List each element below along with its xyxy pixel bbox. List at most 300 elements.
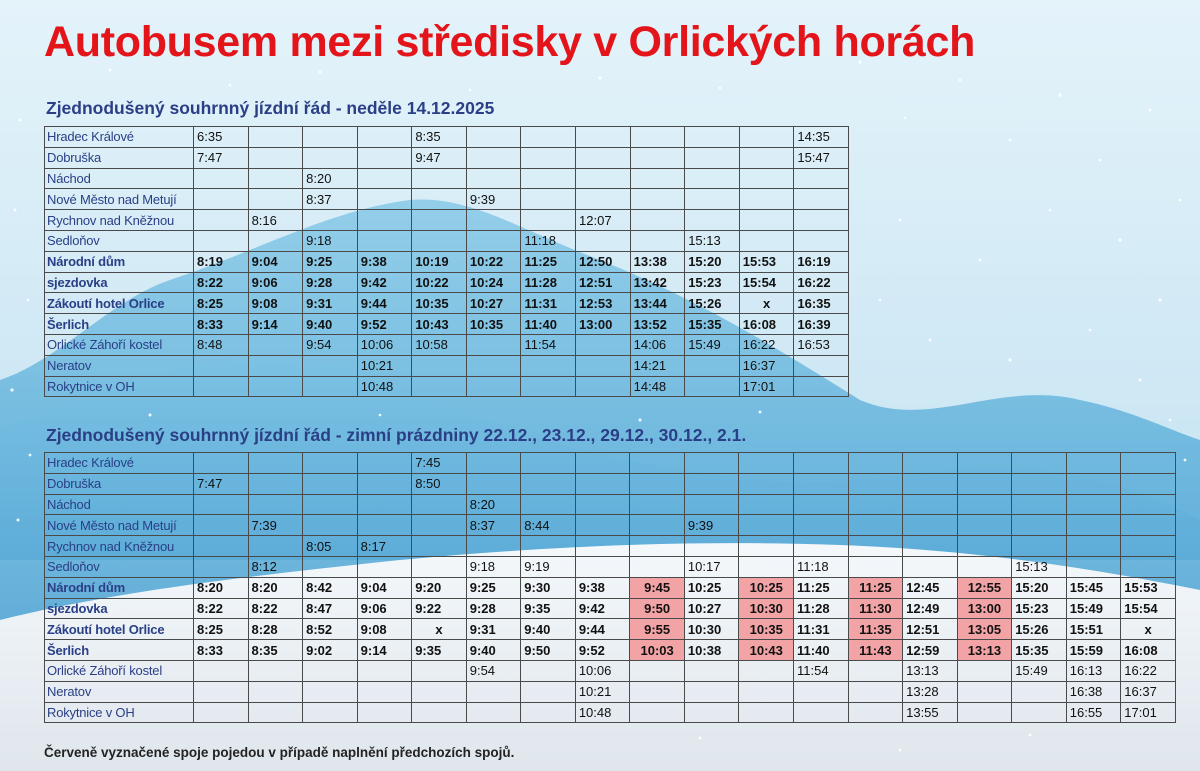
departure-time-cell: [357, 127, 412, 148]
timetable-row: [45, 314, 849, 335]
departure-time-cell: 11:25: [521, 251, 576, 272]
departure-time-cell: 10:21: [357, 355, 412, 376]
departure-time-cell: [248, 127, 303, 148]
departure-time-cell: [466, 230, 521, 251]
departure-time-cell: 8:25: [194, 619, 249, 640]
departure-time-cell: 8:42: [303, 577, 358, 598]
departure-time-cell: 10:21: [575, 681, 630, 702]
departure-time-cell: [357, 189, 412, 210]
departure-time-cell: [1012, 536, 1067, 557]
departure-time-cell: [903, 536, 958, 557]
timetable-row: [45, 147, 849, 168]
departure-time-cell: 16:37: [739, 355, 794, 376]
departure-time-cell: [957, 494, 1012, 515]
departure-time-cell: [739, 473, 794, 494]
stop-name: Sedloňov: [45, 230, 194, 251]
departure-time-cell: [739, 681, 794, 702]
departure-time-cell: [466, 453, 521, 474]
departure-time-cell: [248, 334, 303, 355]
departure-time-cell: [521, 127, 576, 148]
departure-time-cell: 10:30: [684, 619, 739, 640]
departure-time-cell: 9:08: [248, 293, 303, 314]
departure-time-cell: 15:35: [685, 314, 740, 335]
departure-time-cell: [739, 660, 794, 681]
departure-time-cell: 10:30: [739, 598, 794, 619]
departure-time-cell: 15:20: [1012, 577, 1067, 598]
departure-time-cell: 8:20: [466, 494, 521, 515]
departure-time-cell: 15:35: [1012, 640, 1067, 661]
departure-time-cell: [739, 168, 794, 189]
stop-name: Náchod: [45, 494, 194, 515]
departure-time-cell: [1066, 494, 1121, 515]
departure-time-cell: [1121, 453, 1176, 474]
departure-time-cell: [794, 515, 849, 536]
departure-time-cell: 16:08: [1121, 640, 1176, 661]
departure-time-cell: [521, 189, 576, 210]
departure-time-cell: 9:50: [521, 640, 576, 661]
departure-time-cell: [794, 536, 849, 557]
departure-time-cell: 9:39: [684, 515, 739, 536]
departure-time-cell: 15:54: [1121, 598, 1176, 619]
timetable-row: [45, 577, 1176, 598]
departure-time-cell: [412, 660, 467, 681]
departure-time-cell: 8:19: [194, 251, 249, 272]
departure-time-cell: [1066, 556, 1121, 577]
departure-time-cell: [194, 230, 249, 251]
departure-time-cell: [848, 556, 903, 577]
departure-time-cell: [848, 660, 903, 681]
departure-time-cell: [739, 453, 794, 474]
departure-time-cell: 13:05: [957, 619, 1012, 640]
departure-time-cell: x: [1121, 619, 1176, 640]
departure-time-cell: 13:55: [903, 702, 958, 723]
stop-name: Rychnov nad Kněžnou: [45, 536, 194, 557]
departure-time-cell: [794, 376, 849, 397]
departure-time-cell: [466, 681, 521, 702]
departure-time-cell: [848, 494, 903, 515]
departure-time-cell: [739, 127, 794, 148]
departure-time-cell: 16:53: [794, 334, 849, 355]
departure-time-cell: 15:26: [685, 293, 740, 314]
stop-name: Rokytnice v OH: [45, 702, 194, 723]
departure-time-cell: 6:35: [194, 127, 249, 148]
departure-time-cell: 13:13: [903, 660, 958, 681]
departure-time-cell: [194, 536, 249, 557]
departure-time-cell: [466, 702, 521, 723]
departure-time-cell: 10:58: [412, 334, 467, 355]
departure-time-cell: 10:25: [684, 577, 739, 598]
departure-time-cell: 8:17: [357, 536, 412, 557]
departure-time-cell: 11:30: [848, 598, 903, 619]
departure-time-cell: 8:37: [466, 515, 521, 536]
stop-name: Hradec Králové: [45, 127, 194, 148]
departure-time-cell: [957, 515, 1012, 536]
departure-time-cell: 13:38: [630, 251, 685, 272]
departure-time-cell: [521, 681, 576, 702]
timetable-row: [45, 210, 849, 231]
departure-time-cell: 15:54: [739, 272, 794, 293]
departure-time-cell: 9:35: [521, 598, 576, 619]
stop-name: Zákoutí hotel Orlice: [45, 293, 194, 314]
departure-time-cell: [794, 168, 849, 189]
departure-time-cell: 11:40: [794, 640, 849, 661]
departure-time-cell: 8:35: [412, 127, 467, 148]
departure-time-cell: [412, 230, 467, 251]
departure-time-cell: [357, 147, 412, 168]
departure-time-cell: 11:31: [794, 619, 849, 640]
departure-time-cell: 12:49: [903, 598, 958, 619]
timetable-heading-sunday: Zjednodušený souhrnný jízdní řád - neděle 14.12.2025: [46, 98, 495, 118]
departure-time-cell: [848, 473, 903, 494]
departure-time-cell: [848, 702, 903, 723]
stop-name: Orlické Záhoří kostel: [45, 660, 194, 681]
departure-time-cell: [194, 702, 249, 723]
departure-time-cell: 13:28: [903, 681, 958, 702]
departure-time-cell: 11:18: [794, 556, 849, 577]
departure-time-cell: 9:19: [521, 556, 576, 577]
departure-time-cell: 7:47: [194, 147, 249, 168]
departure-time-cell: [194, 168, 249, 189]
stop-name: Neratov: [45, 681, 194, 702]
departure-time-cell: [739, 494, 794, 515]
departure-time-cell: [357, 473, 412, 494]
stop-name: Šerlich: [45, 640, 194, 661]
departure-time-cell: 15:53: [739, 251, 794, 272]
departure-time-cell: [248, 536, 303, 557]
departure-time-cell: 8:28: [248, 619, 303, 640]
departure-time-cell: 9:28: [466, 598, 521, 619]
departure-time-cell: [521, 453, 576, 474]
timetable-row: [45, 536, 1176, 557]
departure-time-cell: 8:33: [194, 314, 249, 335]
departure-time-cell: 14:35: [794, 127, 849, 148]
departure-time-cell: 15:53: [1121, 577, 1176, 598]
timetable-row: [45, 127, 849, 148]
departure-time-cell: [1121, 494, 1176, 515]
departure-time-cell: [630, 515, 685, 536]
departure-time-cell: 10:35: [412, 293, 467, 314]
timetable-row: [45, 251, 849, 272]
departure-time-cell: [739, 210, 794, 231]
departure-time-cell: [248, 168, 303, 189]
departure-time-cell: [303, 702, 358, 723]
departure-time-cell: [466, 210, 521, 231]
departure-time-cell: 7:39: [248, 515, 303, 536]
departure-time-cell: 9:31: [466, 619, 521, 640]
departure-time-cell: [466, 168, 521, 189]
departure-time-cell: 16:22: [1121, 660, 1176, 681]
departure-time-cell: [576, 189, 631, 210]
departure-time-cell: [957, 681, 1012, 702]
departure-time-cell: 12:45: [903, 577, 958, 598]
departure-time-cell: 8:48: [194, 334, 249, 355]
departure-time-cell: 11:25: [848, 577, 903, 598]
departure-time-cell: [794, 355, 849, 376]
departure-time-cell: 9:39: [466, 189, 521, 210]
departure-time-cell: [575, 515, 630, 536]
departure-time-cell: x: [412, 619, 467, 640]
departure-time-cell: 9:45: [630, 577, 685, 598]
departure-time-cell: 15:49: [1012, 660, 1067, 681]
departure-time-cell: [303, 127, 358, 148]
departure-time-cell: 16:55: [1066, 702, 1121, 723]
departure-time-cell: 10:24: [466, 272, 521, 293]
timetable-row: [45, 640, 1176, 661]
departure-time-cell: 16:39: [794, 314, 849, 335]
departure-time-cell: 13:00: [957, 598, 1012, 619]
departure-time-cell: [1012, 473, 1067, 494]
departure-time-cell: [466, 376, 521, 397]
stop-name: Hradec Králové: [45, 453, 194, 474]
departure-time-cell: [521, 494, 576, 515]
timetable-heading-winter-holidays: Zjednodušený souhrnný jízdní řád - zimní prázdniny 22.12., 23.12., 29.12., 30.12., 2.1.: [46, 425, 747, 445]
departure-time-cell: 15:49: [1066, 598, 1121, 619]
departure-time-cell: 9:35: [412, 640, 467, 661]
departure-time-cell: 11:25: [794, 577, 849, 598]
departure-time-cell: [194, 515, 249, 536]
departure-time-cell: 9:18: [303, 230, 358, 251]
departure-time-cell: 7:45: [412, 453, 467, 474]
departure-time-cell: 9:14: [357, 640, 412, 661]
stop-name: Šerlich: [45, 314, 194, 335]
departure-time-cell: [630, 230, 685, 251]
timetable-row: [45, 619, 1176, 640]
departure-time-cell: [466, 536, 521, 557]
departure-time-cell: [794, 230, 849, 251]
departure-time-cell: [248, 230, 303, 251]
departure-time-cell: [412, 702, 467, 723]
departure-time-cell: [630, 210, 685, 231]
departure-time-cell: 9:52: [357, 314, 412, 335]
departure-time-cell: [1121, 556, 1176, 577]
departure-time-cell: [303, 453, 358, 474]
departure-time-cell: [848, 536, 903, 557]
stop-name: Rychnov nad Kněžnou: [45, 210, 194, 231]
departure-time-cell: [1012, 681, 1067, 702]
departure-time-cell: 9:14: [248, 314, 303, 335]
departure-time-cell: 10:35: [739, 619, 794, 640]
departure-time-cell: [357, 453, 412, 474]
departure-time-cell: [576, 230, 631, 251]
departure-time-cell: [303, 355, 358, 376]
departure-time-cell: [303, 556, 358, 577]
timetable-row: [45, 189, 849, 210]
departure-time-cell: [521, 210, 576, 231]
departure-time-cell: 10:27: [466, 293, 521, 314]
departure-time-cell: 15:20: [685, 251, 740, 272]
departure-time-cell: [794, 702, 849, 723]
departure-time-cell: 13:52: [630, 314, 685, 335]
departure-time-cell: [903, 453, 958, 474]
departure-time-cell: [412, 556, 467, 577]
departure-time-cell: 16:38: [1066, 681, 1121, 702]
timetable-row: [45, 598, 1176, 619]
departure-time-cell: [521, 702, 576, 723]
departure-time-cell: [466, 355, 521, 376]
departure-time-cell: 9:25: [466, 577, 521, 598]
timetable-row: [45, 681, 1176, 702]
departure-time-cell: [466, 473, 521, 494]
departure-time-cell: [521, 536, 576, 557]
departure-time-cell: [412, 376, 467, 397]
departure-time-cell: [794, 189, 849, 210]
departure-time-cell: [794, 473, 849, 494]
departure-time-cell: [357, 681, 412, 702]
departure-time-cell: [466, 127, 521, 148]
departure-time-cell: [903, 556, 958, 577]
departure-time-cell: 11:35: [848, 619, 903, 640]
departure-time-cell: 11:54: [794, 660, 849, 681]
departure-time-cell: 12:53: [576, 293, 631, 314]
departure-time-cell: [1066, 473, 1121, 494]
departure-time-cell: [412, 536, 467, 557]
departure-time-cell: 8:25: [194, 293, 249, 314]
departure-time-cell: 10:22: [412, 272, 467, 293]
departure-time-cell: 10:43: [412, 314, 467, 335]
departure-time-cell: 10:48: [575, 702, 630, 723]
departure-time-cell: [903, 494, 958, 515]
departure-time-cell: 14:06: [630, 334, 685, 355]
departure-time-cell: 13:13: [957, 640, 1012, 661]
departure-time-cell: [466, 147, 521, 168]
departure-time-cell: [248, 660, 303, 681]
departure-time-cell: [412, 168, 467, 189]
departure-time-cell: [685, 147, 740, 168]
departure-time-cell: 12:50: [576, 251, 631, 272]
departure-time-cell: 9:40: [466, 640, 521, 661]
stop-name: sjezdovka: [45, 272, 194, 293]
departure-time-cell: 10:06: [575, 660, 630, 681]
departure-time-cell: [412, 494, 467, 515]
departure-time-cell: [412, 210, 467, 231]
stop-name: Neratov: [45, 355, 194, 376]
departure-time-cell: [794, 494, 849, 515]
departure-time-cell: [194, 210, 249, 231]
departure-time-cell: 12:59: [903, 640, 958, 661]
departure-time-cell: [412, 515, 467, 536]
departure-time-cell: [303, 473, 358, 494]
stop-name: Nové Město nad Metují: [45, 515, 194, 536]
departure-time-cell: [1012, 494, 1067, 515]
timetable-row: [45, 355, 849, 376]
departure-time-cell: 8:44: [521, 515, 576, 536]
footnote: Červeně vyznačené spoje pojedou v případě naplnění předchozích spojů.: [44, 745, 515, 760]
departure-time-cell: [684, 494, 739, 515]
departure-time-cell: 9:42: [357, 272, 412, 293]
departure-time-cell: [630, 536, 685, 557]
departure-time-cell: 8:50: [412, 473, 467, 494]
stop-name: sjezdovka: [45, 598, 194, 619]
departure-time-cell: [685, 127, 740, 148]
departure-time-cell: [357, 210, 412, 231]
departure-time-cell: [576, 334, 631, 355]
departure-time-cell: [521, 473, 576, 494]
departure-time-cell: [957, 453, 1012, 474]
departure-time-cell: 10:03: [630, 640, 685, 661]
departure-time-cell: 12:07: [576, 210, 631, 231]
stop-name: Zákoutí hotel Orlice: [45, 619, 194, 640]
departure-time-cell: 15:13: [685, 230, 740, 251]
timetable-row: [45, 702, 1176, 723]
departure-time-cell: 8:20: [303, 168, 358, 189]
departure-time-cell: 10:38: [684, 640, 739, 661]
departure-time-cell: [303, 210, 358, 231]
departure-time-cell: 13:00: [576, 314, 631, 335]
departure-time-cell: 10:43: [739, 640, 794, 661]
departure-time-cell: [903, 515, 958, 536]
departure-time-cell: [630, 189, 685, 210]
departure-time-cell: [303, 681, 358, 702]
departure-time-cell: [685, 376, 740, 397]
departure-time-cell: [957, 473, 1012, 494]
departure-time-cell: [521, 147, 576, 168]
departure-time-cell: [248, 189, 303, 210]
departure-time-cell: 12:51: [576, 272, 631, 293]
departure-time-cell: [630, 681, 685, 702]
departure-time-cell: 9:50: [630, 598, 685, 619]
departure-time-cell: 15:23: [685, 272, 740, 293]
departure-time-cell: 9:02: [303, 640, 358, 661]
departure-time-cell: [357, 702, 412, 723]
stop-name: Rokytnice v OH: [45, 376, 194, 397]
departure-time-cell: [576, 355, 631, 376]
departure-time-cell: [739, 147, 794, 168]
departure-time-cell: [685, 189, 740, 210]
departure-time-cell: 10:17: [684, 556, 739, 577]
departure-time-cell: 9:04: [248, 251, 303, 272]
departure-time-cell: 13:42: [630, 272, 685, 293]
departure-time-cell: [1066, 515, 1121, 536]
departure-time-cell: 8:05: [303, 536, 358, 557]
departure-time-cell: 16:35: [794, 293, 849, 314]
departure-time-cell: [576, 127, 631, 148]
departure-time-cell: 10:06: [357, 334, 412, 355]
departure-time-cell: [357, 515, 412, 536]
timetable-row: [45, 473, 1176, 494]
departure-time-cell: 8:22: [248, 598, 303, 619]
departure-time-cell: 11:28: [521, 272, 576, 293]
departure-time-cell: 10:48: [357, 376, 412, 397]
stop-name: Náchod: [45, 168, 194, 189]
departure-time-cell: 8:47: [303, 598, 358, 619]
departure-time-cell: [630, 494, 685, 515]
departure-time-cell: [684, 681, 739, 702]
departure-time-cell: 8:52: [303, 619, 358, 640]
departure-time-cell: 16:22: [739, 334, 794, 355]
departure-time-cell: 11:54: [521, 334, 576, 355]
departure-time-cell: [576, 168, 631, 189]
departure-time-cell: [684, 453, 739, 474]
timetable-row: [45, 660, 1176, 681]
departure-time-cell: [575, 473, 630, 494]
stop-name: Nové Město nad Metují: [45, 189, 194, 210]
departure-time-cell: 9:28: [303, 272, 358, 293]
departure-time-cell: 9:25: [303, 251, 358, 272]
departure-time-cell: [466, 334, 521, 355]
departure-time-cell: [576, 376, 631, 397]
departure-time-cell: [194, 453, 249, 474]
page-title: Autobusem mezi středisky v Orlických horách: [44, 18, 976, 66]
departure-time-cell: 17:01: [1121, 702, 1176, 723]
departure-time-cell: 9:40: [303, 314, 358, 335]
departure-time-cell: [194, 494, 249, 515]
departure-time-cell: [357, 494, 412, 515]
timetable-row: [45, 494, 1176, 515]
departure-time-cell: [575, 453, 630, 474]
departure-time-cell: [248, 681, 303, 702]
departure-time-cell: [1121, 515, 1176, 536]
timetable-row: [45, 515, 1176, 536]
